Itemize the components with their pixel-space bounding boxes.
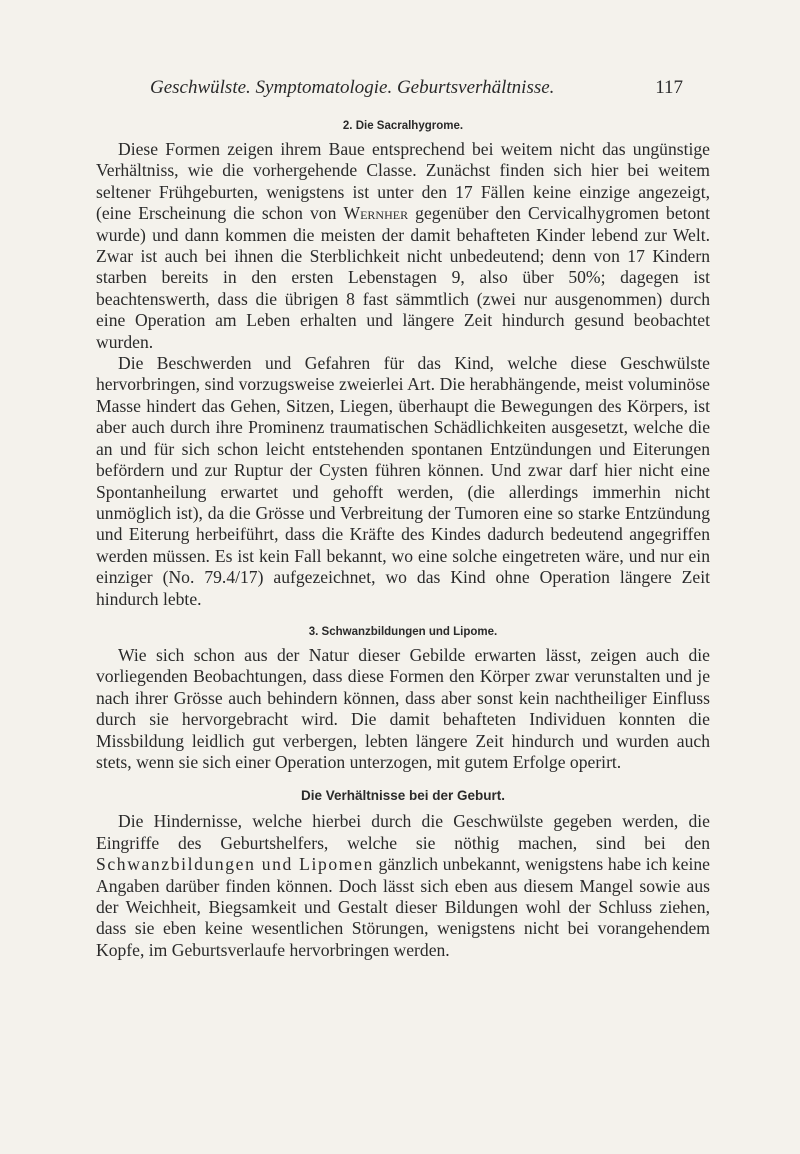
text-run: Die Beschwerden und Gefahren für das Kind, welche diese Geschwülste hervorbringen, sind vorzugsweise zweierlei Art. Die herabhängende, meist voluminöse Masse hindert das Gehen, Sitzen, Liegen, überhaupt die Bewegungen des Körpers, ist aber auch durch ihre Prominenz traumatischen Schädlichkeiten ausgesetzt, welche die an und für sich schon leicht entstehenden spontanen Entzündungen und Eiterungen befördern und zur Ruptur der Cysten führen können. Und zwar darf hier nicht eine Spontanheilung erwartet und gehofft werden, (die allerdings immerhin nicht unmöglich ist), da die Grösse und Verbreitung der Tumoren eine so starke Entzündung und Eiterung herbeiführt, dass die Kräfte des Kindes dadurch bedeutend angegriffen werden müssen. Es ist kein Fall bekannt, wo eine solche eingetreten wäre, und nur ein einziger (No. 79. [96,353,710,588]
text-run: ) aufgezeichnet, wo das Kind ohne Operation längere Zeit hindurch lebte. [96,567,710,609]
text-run: Diese Formen zeigen ihrem Baue entsprechend bei weitem nicht das ungünstige Verhältniss, wie die vorhergehende Classe. Zunächst finden sich hier bei weitem seltener Frühgeburten, wenigstens ist unter den 17 Fällen keine einzige angezeigt, (eine Erscheinung die schon von [96,139,710,224]
section-heading-sacralhygrome: 2. Die Sacralhygrome. [342,120,464,132]
paragraph-schwanzbildungen-1: Wie sich schon aus der Natur dieser Gebilde erwarten lässt, zeigen auch die vorliegenden Beobachtungen, dass diese Formen den Körper zwar verunstalten und je nach ihrer Grösse auch behindern können, dass aber sonst kein nachtheiliger Einfluss durch sie hervorgebracht wird. Die damit behafteten Individuen konnten die Missbildung leidlich gut verbergen, lebten längere Zeit hindurch und wurden auch stets, wenn sie sich einer Operation unterzogen, mit gutem Erfolge operirt. [96,644,710,772]
running-head [150,76,683,100]
emphasis-spaced: Schwanzbildungen und Lipomen [96,854,374,875]
section-heading-schwanzbildungen: 3. Schwanzbildungen und Lipome. [308,625,498,638]
paragraph-geburt-1 [96,811,710,961]
body-text [96,118,710,961]
author-name: Wernher [343,203,409,224]
page-number: 117 [655,77,683,98]
chapter-heading-geburt: Die Verhältnisse bei der Geburt. [300,788,506,804]
running-head-title: Geschwülste. Symptomatologie. Geburtsverhältnisse. [150,77,555,98]
text-run: gänzlich unbekannt, wenigstens habe ich keine Angaben darüber finden können. Doch lässt sich eben aus diesem Mangel sowie aus der Weichheit, Biegsamkeit und Gestalt dieser Bildungen wohl der Schluss ziehen, dass sie eben keine wesentlichen Störungen, wenigstens nicht bei vorangehendem Kopfe, im Geburtsverlaufe hervorbringen werden. [96,854,710,960]
text-run: Die Hindernisse, welche hierbei durch die Geschwülste gegeben werden, die Eingriffe des Geburtshelfers, welche sie nöthig machen, sind bei den [96,811,710,853]
text-run: gegenüber den Cervicalhygromen betont wurde) und dann kommen die meisten der damit behafteten Kinder lebend zur Welt. Zwar ist auch bei ihnen die Sterblichkeit nicht unbedeutend; denn von 17 Kindern starben bereits in den ersten Lebenstagen 9, also über 50%; dagegen ist beachtenswerth, dass die übrigen 8 fast sämmtlich (zwei nur ausgenommen) durch eine Operation am Leben erhalten und längere Zeit hindurch gesund beobachtet wurden. [96,203,710,352]
paragraph-sacralhygrome-1 [96,139,710,353]
paragraph-sacralhygrome-2 [96,353,710,610]
case-fraction: 4/17 [226,567,258,588]
